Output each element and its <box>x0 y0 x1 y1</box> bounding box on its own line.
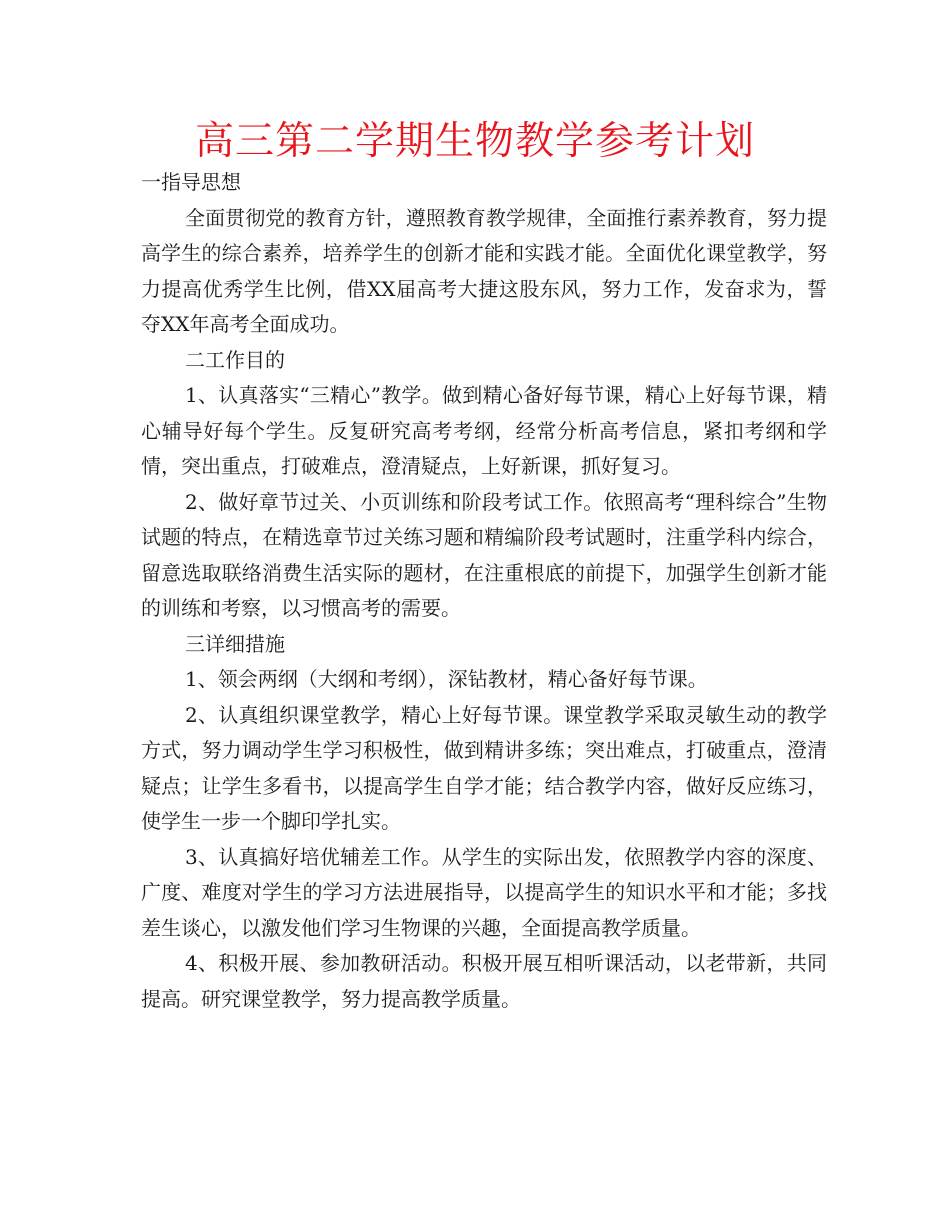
heading-guiding-ideology: 一指导思想 <box>141 170 241 194</box>
document-body <box>141 165 827 1017</box>
paragraph-goal-1: 1、认真落实“三精心”教学。做到精心备好每节课，精心上好每节课，精心辅导好每个学生。反复研究高考考纲，经常分析高考信息，紧扣考纲和学情，突出重点，打破难点，澄清疑点，上好新课，抓好复习。 <box>141 383 827 478</box>
paragraph-measure-2: 2、认真组织课堂教学，精心上好每节课。课堂教学采取灵敏生动的教学方式，努力调动学生学习积极性，做到精讲多练；突出难点，打破重点，澄清疑点；让学生多看书，以提高学生自学才能；结合教学内容，做好反应练习，使学生一步一个脚印学扎实。 <box>141 702 827 833</box>
document-title: 高三第二学期生物教学参考计划 <box>194 119 755 164</box>
heading-work-goals: 二工作目的 <box>185 347 285 372</box>
paragraph-goal-2: 2、做好章节过关、小页训练和阶段考试工作。依照高考“理科综合”生物试题的特点，在精选章节过关练习题和精编阶段考试题时，注重学科内综合，留意选取联络消费生活实际的题材，在注重根底的前提下，加强学生创新才能的训练和考察，以习惯高考的需要。 <box>141 489 827 620</box>
paragraph-measure-4: 4、积极开展、参加教研活动。积极开展互相听课活动，以老带新，共同提高。研究课堂教学，努力提高教学质量。 <box>141 951 827 1011</box>
paragraph-measure-3: 3、认真搞好培优辅差工作。从学生的实际出发，依照教学内容的深度、广度、难度对学生的学习方法进展指导，以提高学生的知识水平和才能；多找差生谈心，以激发他们学习生物课的兴趣，全面提高教学质量。 <box>141 844 827 940</box>
paragraph-measure-1: 1、领会两纲（大纲和考纲），深钻教材，精心备好每节课。 <box>185 667 708 691</box>
heading-detailed-measures: 三详细措施 <box>185 631 285 656</box>
paragraph-guiding-ideology: 全面贯彻党的教育方针，遵照教育教学规律，全面推行素养教育，努力提高学生的综合素养，培养学生的创新才能和实践才能。全面优化课堂教学，努力提高优秀学生比例，借XX届高考大捷这股东风，努力工作，发奋求为，誓夺XX年高考全面成功。 <box>141 205 827 336</box>
